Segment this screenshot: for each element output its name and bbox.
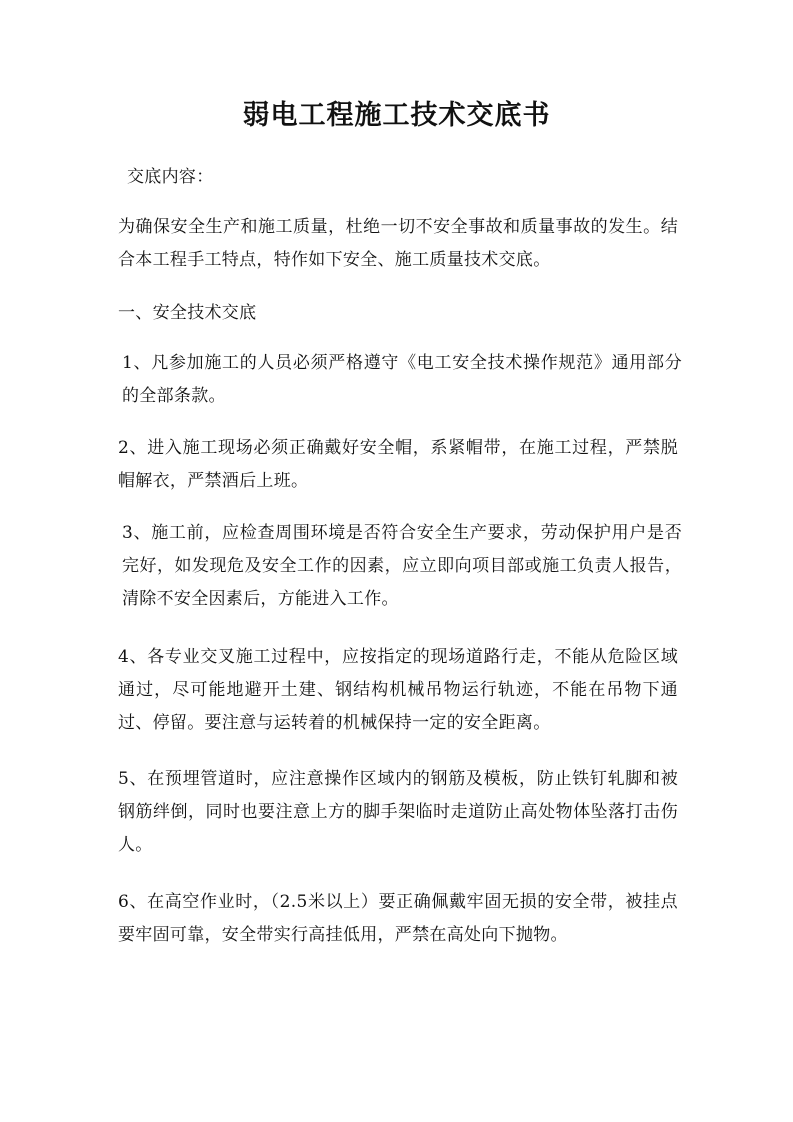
document-title: 弱电工程施工技术交底书	[242, 100, 551, 131]
list-item: 4、各专业交叉施工过程中，应按指定的现场道路行走，不能从危险区域通过，尽可能地避开土建、钢结构机械吊物运行轨迹，不能在吊物下通过、停留。要注意与运转着的机械保持一定的安全距离。	[118, 647, 678, 733]
list-item: 3、施工前，应检查周围环境是否符合安全生产要求，劳动保护用户是否完好，如发现危及安全工作的因素，应立即向项目部或施工负责人报告，清除不安全因素后，方能进入工作。	[122, 523, 682, 609]
content-label: 交底内容：	[127, 167, 214, 187]
list-item: 6、在高空作业时，（2.5米以上）要正确佩戴牢固无损的安全带，被挂点要牢固可靠，安全带实行高挂低用，严禁在高处向下抛物。	[118, 892, 678, 945]
intro-paragraph: 为确保安全生产和施工质量，杜绝一切不安全事故和质量事故的发生。结合本工程手工特点，特作如下安全、施工质量技术交底。	[118, 217, 678, 270]
list-item: 1、凡参加施工的人员必须严格遵守《电工安全技术操作规范》通用部分的全部条款。	[122, 353, 682, 406]
section-heading: 一、安全技术交底	[118, 303, 257, 323]
list-item: 5、在预埋管道时，应注意操作区域内的钢筋及模板，防止铁钉轧脚和被钢筋绊倒，同时也要注意上方的脚手架临时走道防止高处物体坠落打击伤人。	[118, 769, 678, 855]
list-item: 2、进入施工现场必须正确戴好安全帽，系紧帽带，在施工过程，严禁脱帽解衣，严禁酒后上班。	[118, 438, 678, 491]
